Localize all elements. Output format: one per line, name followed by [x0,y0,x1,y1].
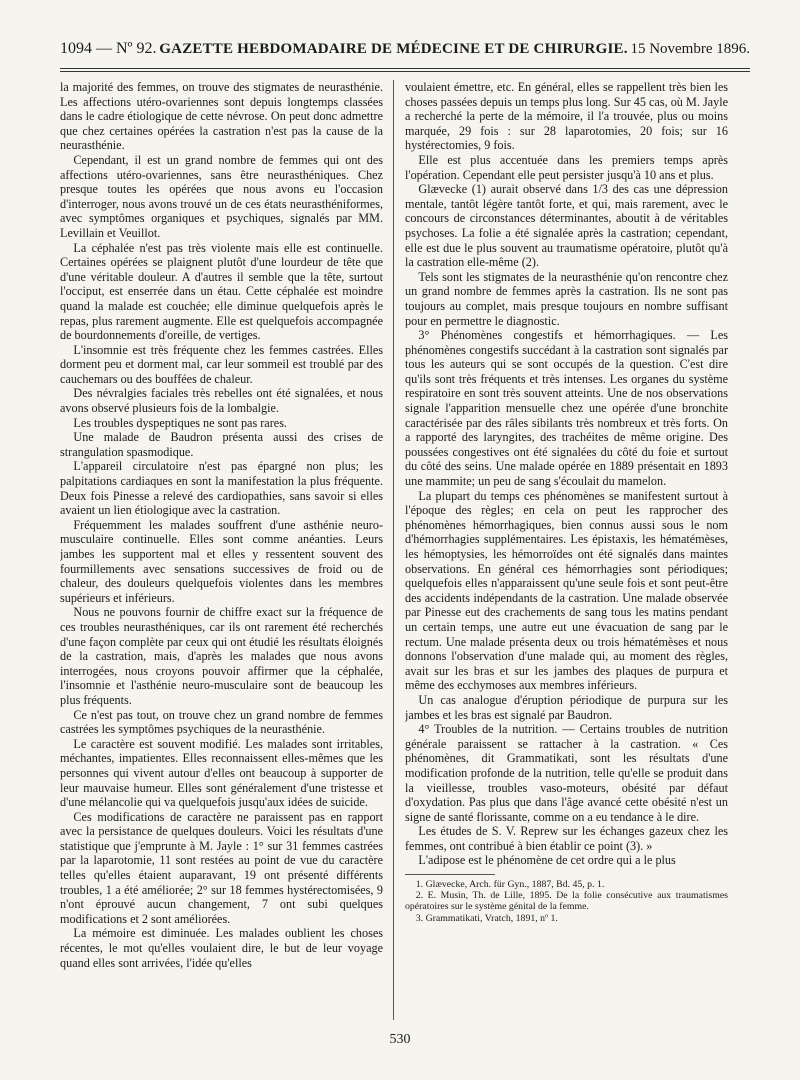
paragraph: Ce n'est pas tout, on trouve chez un grand nombre de femmes castrées les symptômes psychiques de la neurasthénie. [60,707,383,737]
paragraph: 3° Phénomènes congestifs et hémorrhagiques. — Les phénomènes congestifs succédant à la castration sont signalés par tous les auteurs qui se sont occupés de la question. C'est dire qu'ils sont très fréquents et très intenses. Les organes du système respiratoire en sont très souvent atteints. Une de nos observations signale l'apparition mensuelle chez une opérée d'une bronchite caractérisée par des râles sibilants très nombreux et très forts. On a rapporté des laryngites, des trachéites de même origine. Des poussées congestives ont été signalées du côté du foie et surtout du côté des seins. Une malade opérée en 1889 présentait en 1893 une mammite; un peu de sang s'écoulait du mamelon. [405,328,728,489]
footnote: 2. E. Musin, Th. de Lille, 1895. De la folie consécutive aux traumatismes opératoires sur le système génital de la femme. [405,890,728,913]
paragraph: voulaient émettre, etc. En général, elles se rappellent très bien les choses passées depuis un temps plus long. Sur 45 cas, où M. Jayle a recherché la perte de la mémoire, il l'a trouvée, plus ou moins marquée, 29 fois : sur 28 laparotomies, 20 fois; sur 16 hystérectomies, 9 fois. [405,80,728,153]
paragraph: Glævecke (1) aurait observé dans 1/3 des cas une dépression mentale, tantôt légère tantôt forte, et qui, mais rarement, avec le concours de circonstances déterminantes, aboutit à de véritables psychoses. La folie a été signalée après la castration; cependant, elle est due le plus souvent au traumatisme opératoire, plutôt qu'à la castration elle-même (2). [405,182,728,270]
left-column [60,80,383,1030]
paragraph: Des névralgies faciales très rebelles ont été signalées, et nous avons observé plusieurs fois de la lombalgie. [60,386,383,416]
paragraph: La plupart du temps ces phénomènes se manifestent surtout à l'époque des règles; en cela on peut les rapprocher des phénomènes hémorrhagiques, bien connus aussi sous le nom d'hémorrhagies supplémentaires. Les épistaxis, les hématémèses, les hémoptysies, les hémorroïdes ont été signalés dans maintes observations. En général ces hémorrhagies sont périodiques; quelquefois elles n'apparaissent qu'une seule fois et sont peut-être des accidents indépendants de la castration. Une malade observée par Pinesse eut des crachements de sang tous les matins pendant un certain temps, une autre eut une évacuation de sang par le rectum. Une malade présenta deux ou trois hématémèses et nous donnons l'observation d'une malade qui, au moment des règles, avait sur les bras et sur les jambes des plaques de purpura et même des ecchymoses aux membres inférieurs. [405,488,728,693]
paragraph: Les études de S. V. Reprew sur les échanges gazeux chez les femmes, ont contribué à bien établir ce point (3). » [405,824,728,853]
paragraph: Fréquemment les malades souffrent d'une asthénie neuro-musculaire continuelle. Elles sont comme anéanties. Leurs jambes les supportent mal et elles y ressentent souvent des fourmillements avec sensations successives de froid ou de chaleur, des douleurs quelquefois violentes dans les membres supérieurs et inférieurs. [60,517,383,605]
journal-title: GAZETTE HEBDOMADAIRE DE MÉDECINE ET DE CHIRURGIE. [159,41,628,57]
page-reference: 1094 — Nº 92. [60,40,157,57]
paragraph: Elle est plus accentuée dans les premiers temps après l'opération. Cependant elle peut persister jusqu'à 10 ans et plus. [405,152,728,182]
header-rule-bottom [60,71,750,72]
paragraph: 4° Troubles de la nutrition. — Certains troubles de nutrition générale paraissent se rattacher à la castration. « Ces phénomènes, dit Grammatikati, sont les résultats d'une modification profonde de la nutrition, telle qu'elle se produit dans la vieillesse, troubles vaso-moteurs, obésité par défaut d'oxydation. Pas plus que dans l'âge avancé cette obésité n'est un signe de santé florissante, comme on a eu tendance à le dire. [405,722,728,824]
column-divider [393,80,394,1020]
paragraph: Une malade de Baudron présenta aussi des crises de strangulation spasmodique. [60,430,383,459]
paragraph: Ces modifications de caractère ne paraissent pas en rapport avec la persistance de quelques douleurs. Voici les résultats d'une statistique que j'emprunte à M. Jayle : 1° sur 31 femmes castrées par la laparotomie, 11 sont restées au point de vue du caractère telles qu'elles étaient auparavant, 19 ont présenté différents troubles, 1 a été améliorée; 2° sur 18 femmes hystérectomisées, 9 n'ont éprouvé aucun changement, 7 ont subi quelques modifications et 2 sont améliorées. [60,809,383,926]
paragraph: la majorité des femmes, on trouve des stigmates de neurasthénie. Les affections utéro-ovariennes sont depuis longtemps classées dans le cadre étiologique de cette névrose. On peut donc admettre que chez certaines opérées la castration n'est pas la cause de la neurasthénie. [60,80,383,153]
paragraph: Le caractère est souvent modifié. Les malades sont irritables, méchantes, impatientes. Elles reconnaissent elles-mêmes que les personnes qui vivent autour d'elles ont beaucoup à supporter de leur mauvaise humeur. Elles sont généralement d'une tristesse et d'une mélancolie qui va quelquefois jusqu'aux idées de suicide. [60,736,383,810]
issue-date: 15 Novembre 1896. [630,41,750,57]
page-number: 530 [389,1032,411,1047]
footnote: 1. Glævecke, Arch. für Gyn., 1887, Bd. 45, p. 1. [415,879,605,891]
paragraph: L'adipose est le phénomène de cet ordre qui a le plus [418,853,676,868]
paragraph: Les troubles dyspeptiques ne sont pas rares. [73,415,287,430]
running-header [60,40,750,62]
footnote-rule [405,874,495,875]
paragraph: La céphalée n'est pas très violente mais elle est continuelle. Certaines opérées se plaignent plutôt d'une lourdeur de tête que d'une véritable douleur. A d'autres il semble que la tête, surtout l'occiput, est enserrée dans un étau. Cette céphalée est moindre quand la malade est couchée; elle diminue quelquefois après le repas, plus rarement augmente. Elle est quelquefois accompagnée de bourdonnements d'oreille, de vertiges. [60,240,383,343]
paragraph: L'appareil circulatoire n'est pas épargné non plus; les palpitations cardiaques en sont la manifestation la plus fréquente. Deux fois Pinesse a relevé des cardiopathies, sans savoir si elles avaient un lien étiologique avec la castration. [60,459,383,518]
paragraph: L'insomnie est très fréquente chez les femmes castrées. Elles dorment peu et dorment mal, car leur sommeil est troublé par des cauchemars ou des bouffées de chaleur. [60,342,383,386]
header-rule-top [60,68,750,69]
paragraph: Cependant, il est un grand nombre de femmes qui ont des affections utéro-ovariennes, sans être neurasthéniques. Chez presque toutes les opérées que nous avons eu l'occasion d'interroger, nous avons trouvé un de ces états neurasthéniformes, avec symptômes organiques et psychiques, signalés par MM. Levillain et Veuillot. [60,152,383,240]
footnote: 3. Grammatikati, Vratch, 1891, nº 1. [415,912,558,924]
paragraph: La mémoire est diminuée. Les malades oublient les choses récentes, le mot qu'elles voulaient dire, le but de leur voyage quand elles sont arrivées, l'idée qu'elles [60,926,383,970]
right-column [405,80,728,1030]
paragraph: Tels sont les stigmates de la neurasthénie qu'on rencontre chez un grand nombre de femmes après la castration. Ils ne sont pas toujours au complet, mais presque toujours en nombre suffisant pour en permettre le diagnostic. [405,269,728,328]
paragraph: Un cas analogue d'éruption périodique de purpura sur les jambes et les bras est signalé par Baudron. [405,692,728,722]
paragraph: Nous ne pouvons fournir de chiffre exact sur la fréquence de ces troubles neurasthéniques, car ils ont rarement été recherchés d'une façon complète par ceux qui ont étudié les résultats éloignés de la castration, mais, d'après les malades que nous avons interrogées, nous croyons pouvoir affirmer que la céphalée, l'insomnie et l'asthénie neuro-musculaire sont de beaucoup les plus fréquents. [60,605,383,707]
